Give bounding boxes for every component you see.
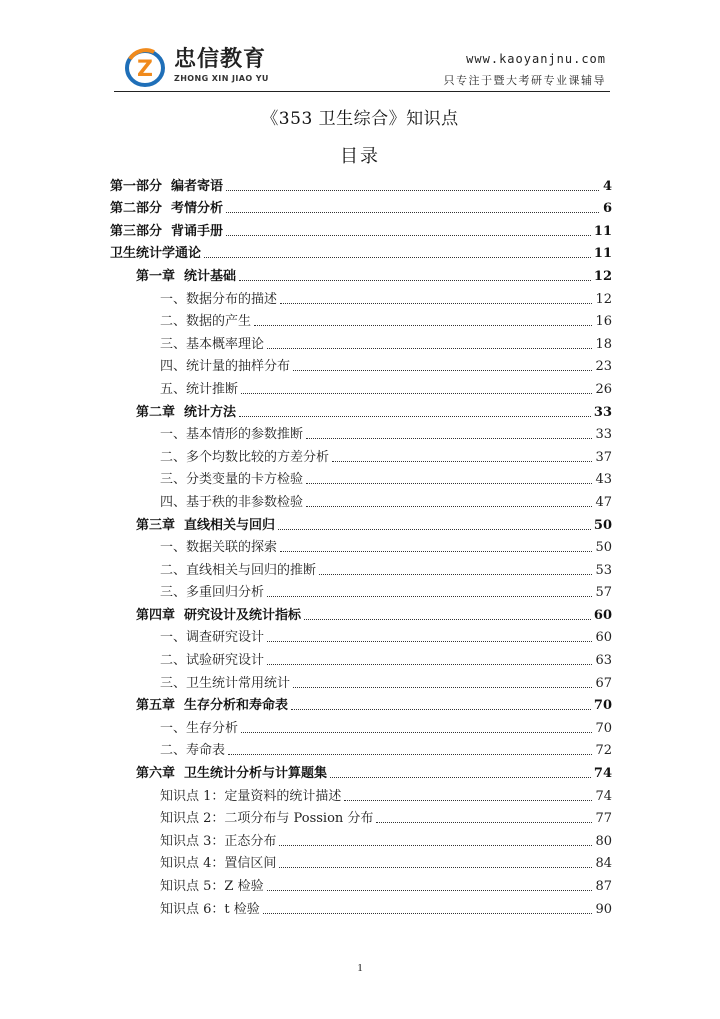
- toc-entry[interactable]: [110, 872, 612, 895]
- toc-entry-page: 4: [602, 178, 612, 194]
- toc-entry[interactable]: [110, 285, 612, 308]
- toc-entry-page: 77: [595, 811, 612, 827]
- toc-entry-label: 卫生统计学通论: [110, 246, 202, 262]
- toc-entry-page: 12: [593, 268, 612, 284]
- toc-entry[interactable]: [110, 240, 612, 263]
- toc-dot-leader: [330, 777, 591, 778]
- brand-name: 忠信教育: [174, 47, 267, 72]
- toc-dot-leader: [241, 732, 592, 733]
- toc-dot-leader: [280, 303, 592, 304]
- toc-dot-leader: [267, 641, 592, 642]
- toc-entry-page: 84: [595, 856, 612, 872]
- toc-entry-page: 47: [595, 494, 612, 510]
- toc-entry[interactable]: [110, 624, 612, 647]
- toc-dot-leader: [291, 709, 591, 710]
- toc-dot-leader: [319, 574, 592, 575]
- toc-entry-label: 三、卫生统计常用统计: [160, 675, 291, 691]
- toc-entry-page: 11: [593, 223, 612, 239]
- header-rule: [114, 91, 610, 92]
- toc-entry[interactable]: [110, 601, 612, 624]
- site-url[interactable]: www.kaoyanjnu.com: [466, 52, 606, 66]
- toc-entry[interactable]: [110, 466, 612, 489]
- toc-dot-leader: [376, 822, 592, 823]
- toc-entry-label: 知识点 1：定量资料的统计描述: [160, 788, 342, 804]
- toc-entry[interactable]: [110, 782, 612, 805]
- toc-entry-label: 知识点 6：t 检验: [160, 901, 260, 917]
- toc-entry[interactable]: [110, 714, 612, 737]
- toc-entry-label: 四、统计量的抽样分布: [160, 359, 291, 375]
- site-slogan: 只专注于暨大考研专业课辅导: [443, 74, 606, 87]
- toc-entry[interactable]: [110, 262, 612, 285]
- toc-entry[interactable]: [110, 579, 612, 602]
- toc-entry-page: 60: [593, 607, 612, 623]
- toc-entry-page: 74: [593, 766, 612, 782]
- toc-entry-page: 63: [595, 653, 612, 669]
- toc-entry[interactable]: [110, 850, 612, 873]
- toc-entry-label: 知识点 4：置信区间: [160, 856, 277, 872]
- document-title: 《353 卫生综合》知识点: [261, 109, 459, 129]
- brand-name-pinyin: ZHONG XIN JIAO YU: [174, 74, 269, 83]
- toc-entry-page: 60: [595, 630, 612, 646]
- toc-entry-page: 33: [595, 427, 612, 443]
- toc-entry-label: 一、基本情形的参数推断: [160, 427, 304, 443]
- toc-entry-page: 70: [593, 698, 612, 714]
- toc-dot-leader: [226, 190, 599, 191]
- toc-entry-page: 74: [595, 788, 612, 804]
- toc-entry-label: 二、直线相关与回归的推断: [160, 562, 317, 578]
- toc-entry[interactable]: [110, 421, 612, 444]
- toc-dot-leader: [304, 619, 591, 620]
- toc-entry-page: 37: [595, 449, 612, 465]
- toc-entry-page: 72: [595, 743, 612, 759]
- toc-entry-label: 三、基本概率理论: [160, 336, 265, 352]
- zx-logo-icon: [124, 48, 166, 88]
- toc-entry[interactable]: [110, 398, 612, 421]
- toc-dot-leader: [254, 325, 592, 326]
- toc-entry-label: 三、分类变量的卡方检验: [160, 472, 304, 488]
- toc-dot-leader: [226, 212, 599, 213]
- toc-entry-label: 二、数据的产生: [160, 314, 252, 330]
- toc-entry-label: 二、多个均数比较的方差分析: [160, 449, 330, 465]
- toc-entry-label: 二、寿命表: [160, 743, 226, 759]
- toc-entry-label: 第二部分 考情分析: [110, 201, 224, 217]
- toc-entry-label: 第三章 直线相关与回归: [136, 517, 276, 533]
- toc-entry-label: 一、数据分布的描述: [160, 291, 278, 307]
- toc-entry[interactable]: [110, 646, 612, 669]
- toc-dot-leader: [239, 416, 591, 417]
- toc-dot-leader: [280, 551, 592, 552]
- toc-entry-page: 50: [593, 517, 612, 533]
- toc-dot-leader: [279, 867, 592, 868]
- toc-heading: 目录: [340, 146, 380, 167]
- toc-entry-page: 50: [595, 540, 612, 556]
- toc-entry-label: 知识点 3：正态分布: [160, 833, 277, 849]
- toc-dot-leader: [278, 529, 591, 530]
- toc-dot-leader: [228, 754, 592, 755]
- toc-entry[interactable]: [110, 737, 612, 760]
- toc-entry[interactable]: [110, 556, 612, 579]
- toc-entry[interactable]: [110, 805, 612, 828]
- svg-text:Z: Z: [137, 57, 153, 82]
- toc-entry[interactable]: [110, 195, 612, 218]
- toc-dot-leader: [241, 393, 592, 394]
- toc-dot-leader: [226, 235, 591, 236]
- toc-entry-label: 二、试验研究设计: [160, 653, 265, 669]
- toc-dot-leader: [344, 800, 592, 801]
- toc-entry-page: 70: [595, 720, 612, 736]
- toc-entry[interactable]: [110, 443, 612, 466]
- toc-entry[interactable]: [110, 353, 612, 376]
- toc-entry-page: 43: [595, 472, 612, 488]
- toc-dot-leader: [204, 257, 591, 258]
- toc-entry-label: 知识点 2：二项分布与 Possion 分布: [160, 811, 374, 827]
- toc-entry-page: 6: [602, 201, 612, 217]
- toc-dot-leader: [267, 664, 592, 665]
- toc-entry-page: 16: [595, 314, 612, 330]
- page-number: 1: [357, 962, 363, 974]
- toc-entry-label: 一、生存分析: [160, 720, 239, 736]
- toc-entry-page: 12: [595, 291, 612, 307]
- toc-entry[interactable]: [110, 308, 612, 331]
- page-header: [118, 44, 608, 90]
- toc-entry-page: 67: [595, 675, 612, 691]
- toc-entry-label: 知识点 5：Z 检验: [160, 879, 264, 894]
- toc-entry-page: 90: [595, 901, 612, 917]
- toc-entry-label: 第六章 卫生统计分析与计算题集: [136, 766, 328, 782]
- toc-dot-leader: [267, 348, 592, 349]
- toc-entry-label: 一、数据关联的探索: [160, 540, 278, 556]
- toc-dot-leader: [293, 687, 592, 688]
- toc-entry-page: 23: [595, 359, 612, 375]
- toc-entry-page: 33: [593, 404, 612, 420]
- toc-entry-label: 第二章 统计方法: [136, 404, 237, 420]
- toc-entry-page: 53: [595, 562, 612, 578]
- toc-entry[interactable]: [110, 375, 612, 398]
- toc-entry-page: 11: [593, 246, 612, 262]
- toc-entry-label: 三、多重回归分析: [160, 585, 265, 601]
- toc-dot-leader: [279, 845, 592, 846]
- toc-dot-leader: [263, 913, 593, 914]
- toc-entry-page: 26: [595, 381, 612, 397]
- toc-entry[interactable]: [110, 895, 612, 918]
- toc-entry-label: 第一章 统计基础: [136, 268, 237, 284]
- toc-entry[interactable]: [110, 488, 612, 511]
- toc-entry-page: 87: [595, 879, 612, 894]
- toc-entry[interactable]: [110, 827, 612, 850]
- toc-entry[interactable]: [110, 172, 612, 195]
- table-of-contents: [110, 172, 612, 918]
- toc-entry[interactable]: [110, 511, 612, 534]
- toc-entry-label: 一、调查研究设计: [160, 630, 265, 646]
- toc-dot-leader: [306, 483, 592, 484]
- toc-dot-leader: [267, 596, 592, 597]
- toc-entry[interactable]: [110, 217, 612, 240]
- toc-dot-leader: [267, 890, 593, 891]
- toc-entry-label: 第五章 生存分析和寿命表: [136, 698, 289, 714]
- toc-dot-leader: [306, 438, 592, 439]
- toc-entry[interactable]: [110, 534, 612, 557]
- toc-dot-leader: [239, 280, 591, 281]
- toc-entry[interactable]: [110, 759, 612, 782]
- toc-entry-page: 18: [595, 336, 612, 352]
- toc-entry-label: 四、基于秩的非参数检验: [160, 494, 304, 510]
- toc-dot-leader: [332, 461, 592, 462]
- toc-dot-leader: [293, 370, 592, 371]
- toc-entry[interactable]: [110, 669, 612, 692]
- toc-dot-leader: [306, 506, 592, 507]
- toc-entry-page: 57: [595, 585, 612, 601]
- toc-entry[interactable]: [110, 330, 612, 353]
- toc-entry-label: 第一部分 编者寄语: [110, 178, 224, 194]
- toc-entry-label: 第四章 研究设计及统计指标: [136, 607, 302, 623]
- toc-entry-label: 第三部分 背诵手册: [110, 223, 224, 239]
- toc-entry-label: 五、统计推断: [160, 381, 239, 397]
- toc-entry[interactable]: [110, 692, 612, 715]
- toc-entry-page: 80: [595, 833, 612, 849]
